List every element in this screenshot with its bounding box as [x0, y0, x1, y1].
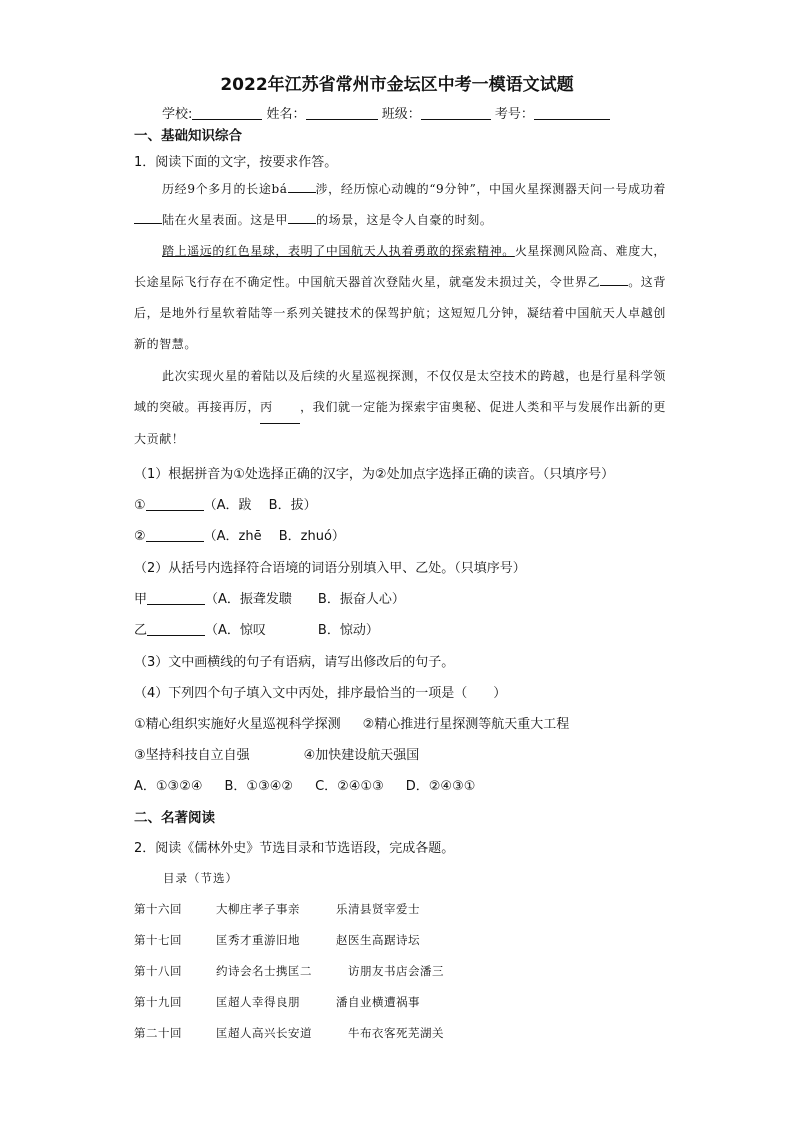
choice-d[interactable]: D．②④③①: [405, 779, 476, 794]
exam-no-label: 考号：: [494, 107, 534, 122]
sub-question-2-item-yi: 乙 （A．惊叹 B．惊动）: [134, 623, 379, 638]
class-label: 班级：: [381, 107, 421, 122]
school-label: 学校:: [162, 107, 193, 122]
underlined-sentence: 踏上遥远的红色星球，表明了中国航天人执着勇敢的探索精神。: [162, 244, 515, 258]
sub-question-1: （1）根据拼音为①处选择正确的汉字，为②处加点字选择正确的读音。（只填序号）: [134, 467, 615, 482]
choice-c[interactable]: C．②④①③: [315, 779, 384, 794]
passage-paragraph-2: 踏上遥远的红色星球，表明了中国航天人执着勇敢的探索精神。火星探测风险高、难度大，长途星际飞行存在不确定性。中国航天器首次登陆火星，就毫发未损过关，令世界乙 。这背后，是地外行星软着陆等一系列关键技术的保驾护航；这短短几分钟，凝结着中国航天人卓越创新的智慧。: [134, 244, 667, 351]
answer-blank-yi[interactable]: [147, 623, 205, 636]
sentence-option-3: ③坚持科技自立自强: [134, 748, 250, 763]
blank-bing[interactable]: 丙: [260, 392, 300, 424]
name-blank[interactable]: [306, 107, 378, 120]
student-info-line: [162, 103, 610, 122]
page-title: 2022年江苏省常州市金坛区中考一模语文试题: [220, 75, 574, 95]
name-label: 姓名：: [266, 107, 306, 122]
answer-blank-1[interactable]: [146, 498, 204, 511]
blank-2[interactable]: [134, 223, 162, 224]
answer-blank-jia[interactable]: [147, 592, 205, 605]
sentence-option-4: ④加快建设航天强国: [303, 748, 420, 763]
section-heading-classics: 二、名著阅读: [134, 810, 215, 826]
toc-heading: 目录（节选）: [163, 871, 238, 885]
sub-question-3: （3）文中画横线的句子有语病，请写出修改后的句子。: [134, 655, 455, 670]
sentence-options-row-2: [134, 744, 419, 763]
sub-question-2: （2）从括号内选择符合语境的词语分别填入甲、乙处。（只填序号）: [134, 561, 526, 576]
blank-jia[interactable]: [288, 223, 316, 224]
passage-paragraph-3: 此次实现火星的着陆以及后续的火星巡视探测，不仅仅是太空技术的跨越，也是行星科学领域的突破。再接再厉，丙 ，我们就一定能为探索宇宙奥秘、促进人类和平与发展作出新的更大贡献！: [134, 369, 667, 446]
sub-question-4: （4）下列四个句子填入文中丙处，排序最恰当的一项是（ ）: [134, 686, 507, 701]
question-1-prompt: 1．阅读下面的文字，按要求作答。: [134, 155, 338, 170]
sub-question-1-item-1: ① （A．跋 B．拔）: [134, 498, 317, 513]
school-blank[interactable]: [192, 107, 262, 120]
exam-no-blank[interactable]: [534, 107, 610, 120]
sentence-option-2: ②精心推进行星探测等航天重大工程: [362, 717, 570, 732]
sentence-options-row-1: [134, 713, 569, 732]
choice-b[interactable]: B．①③④②: [224, 779, 294, 794]
answer-blank-2[interactable]: [146, 529, 204, 542]
choice-a[interactable]: A．①③②④: [134, 779, 203, 794]
passage-paragraph-1: 历经9个多月的长途bá 涉，经历惊心动魄的“9分钟”，中国火星探测器天问一号成功着陆在火星表面。这是甲 的场景，这是令人自豪的时刻。: [134, 174, 666, 236]
blank-yi[interactable]: [600, 285, 628, 286]
sub-question-2-item-jia: 甲 （A．振聋发聩 B．振奋人心）: [134, 592, 405, 607]
question-2-prompt: 2．阅读《儒林外史》节选目录和节选语段，完成各题。: [134, 841, 455, 856]
exam-page: 2022年江苏省常州市金坛区中考一模语文试题 学校: 姓名： 班级： 考号： 一、基础知识综合 1．阅读下面的文字，按要求作答。 历经9个多月的长途bá 涉，经历惊心动魄的“9分钟”，中国火星探测器天问一号成功着陆在火星表面。这是甲 的场景，这是令人自豪的时刻。 踏上遥远的红色星球，表明了中国航天人执着勇敢的探索精神。火星探测风险高、难度大，长途星际飞行存在不确定性。中国航天器首次登陆火星，就毫发未损过关，令世界乙 。这背后，是地外行星软着陆等一系列关键技术的保驾护航；这短短几分钟，凝结着中国航天人卓越创新的智慧。 此次实现火星的着陆以及后续的火星巡视探测，不仅仅是太空技术的跨越，也是行星科学领域的突破。再接再厉，丙 ，我们就一定能为探索宇宙奥秘、促进人类和平与发展作出新的更大贡献！ （1）根据拼音为①处选择正确的汉字，为②处加点字选择正确的读音。（只填序号） ① （A．跋 B．拔） ② （A．zhē B．zhuó） （2）从括号内选择符合语境的词语分别填入甲、乙处。（只填序号） 甲 （A．振聋发聩 B．振奋人心） 乙 （A．惊叹 B．惊动） （3）文中画横线的句子有语病，请写出修改后的句子。 （4）下列四个句子填入文中丙处，排序最恰当的一项是（ ） ①精心组织实施好火星巡视科学探测 ②精心推进行星探测等航天重大工程 ③坚持科技自立自强 ④加快建设航天强国 A．①③②④ B．①③④② C．②④①③ D．②④③① 二、名著阅读 2．阅读《儒林外史》节选目录和节选语段，完成各题。 目录（节选） 第十六回 大柳庄孝子事亲 乐清县贤宰爱士 第十七回 匡秀才重游旧地 赵医生高踞诗坛 第十八回 约诗会名士携匡二 访朋友书店会潘三 第十九回 匡超人幸得良朋 潘自业横遭祸事 第二十回 匡超人高兴长安道 牛布衣客死芜湖关: [0, 0, 794, 1123]
sentence-option-1: ①精心组织实施好火星巡视科学探测: [134, 717, 341, 732]
answer-choices: [134, 775, 475, 794]
blank-1[interactable]: [288, 192, 316, 193]
class-blank[interactable]: [421, 107, 491, 120]
section-heading-basics: 一、基础知识综合: [134, 128, 242, 144]
sub-question-1-item-2: ② （A．zhē B．zhuó）: [134, 529, 345, 544]
